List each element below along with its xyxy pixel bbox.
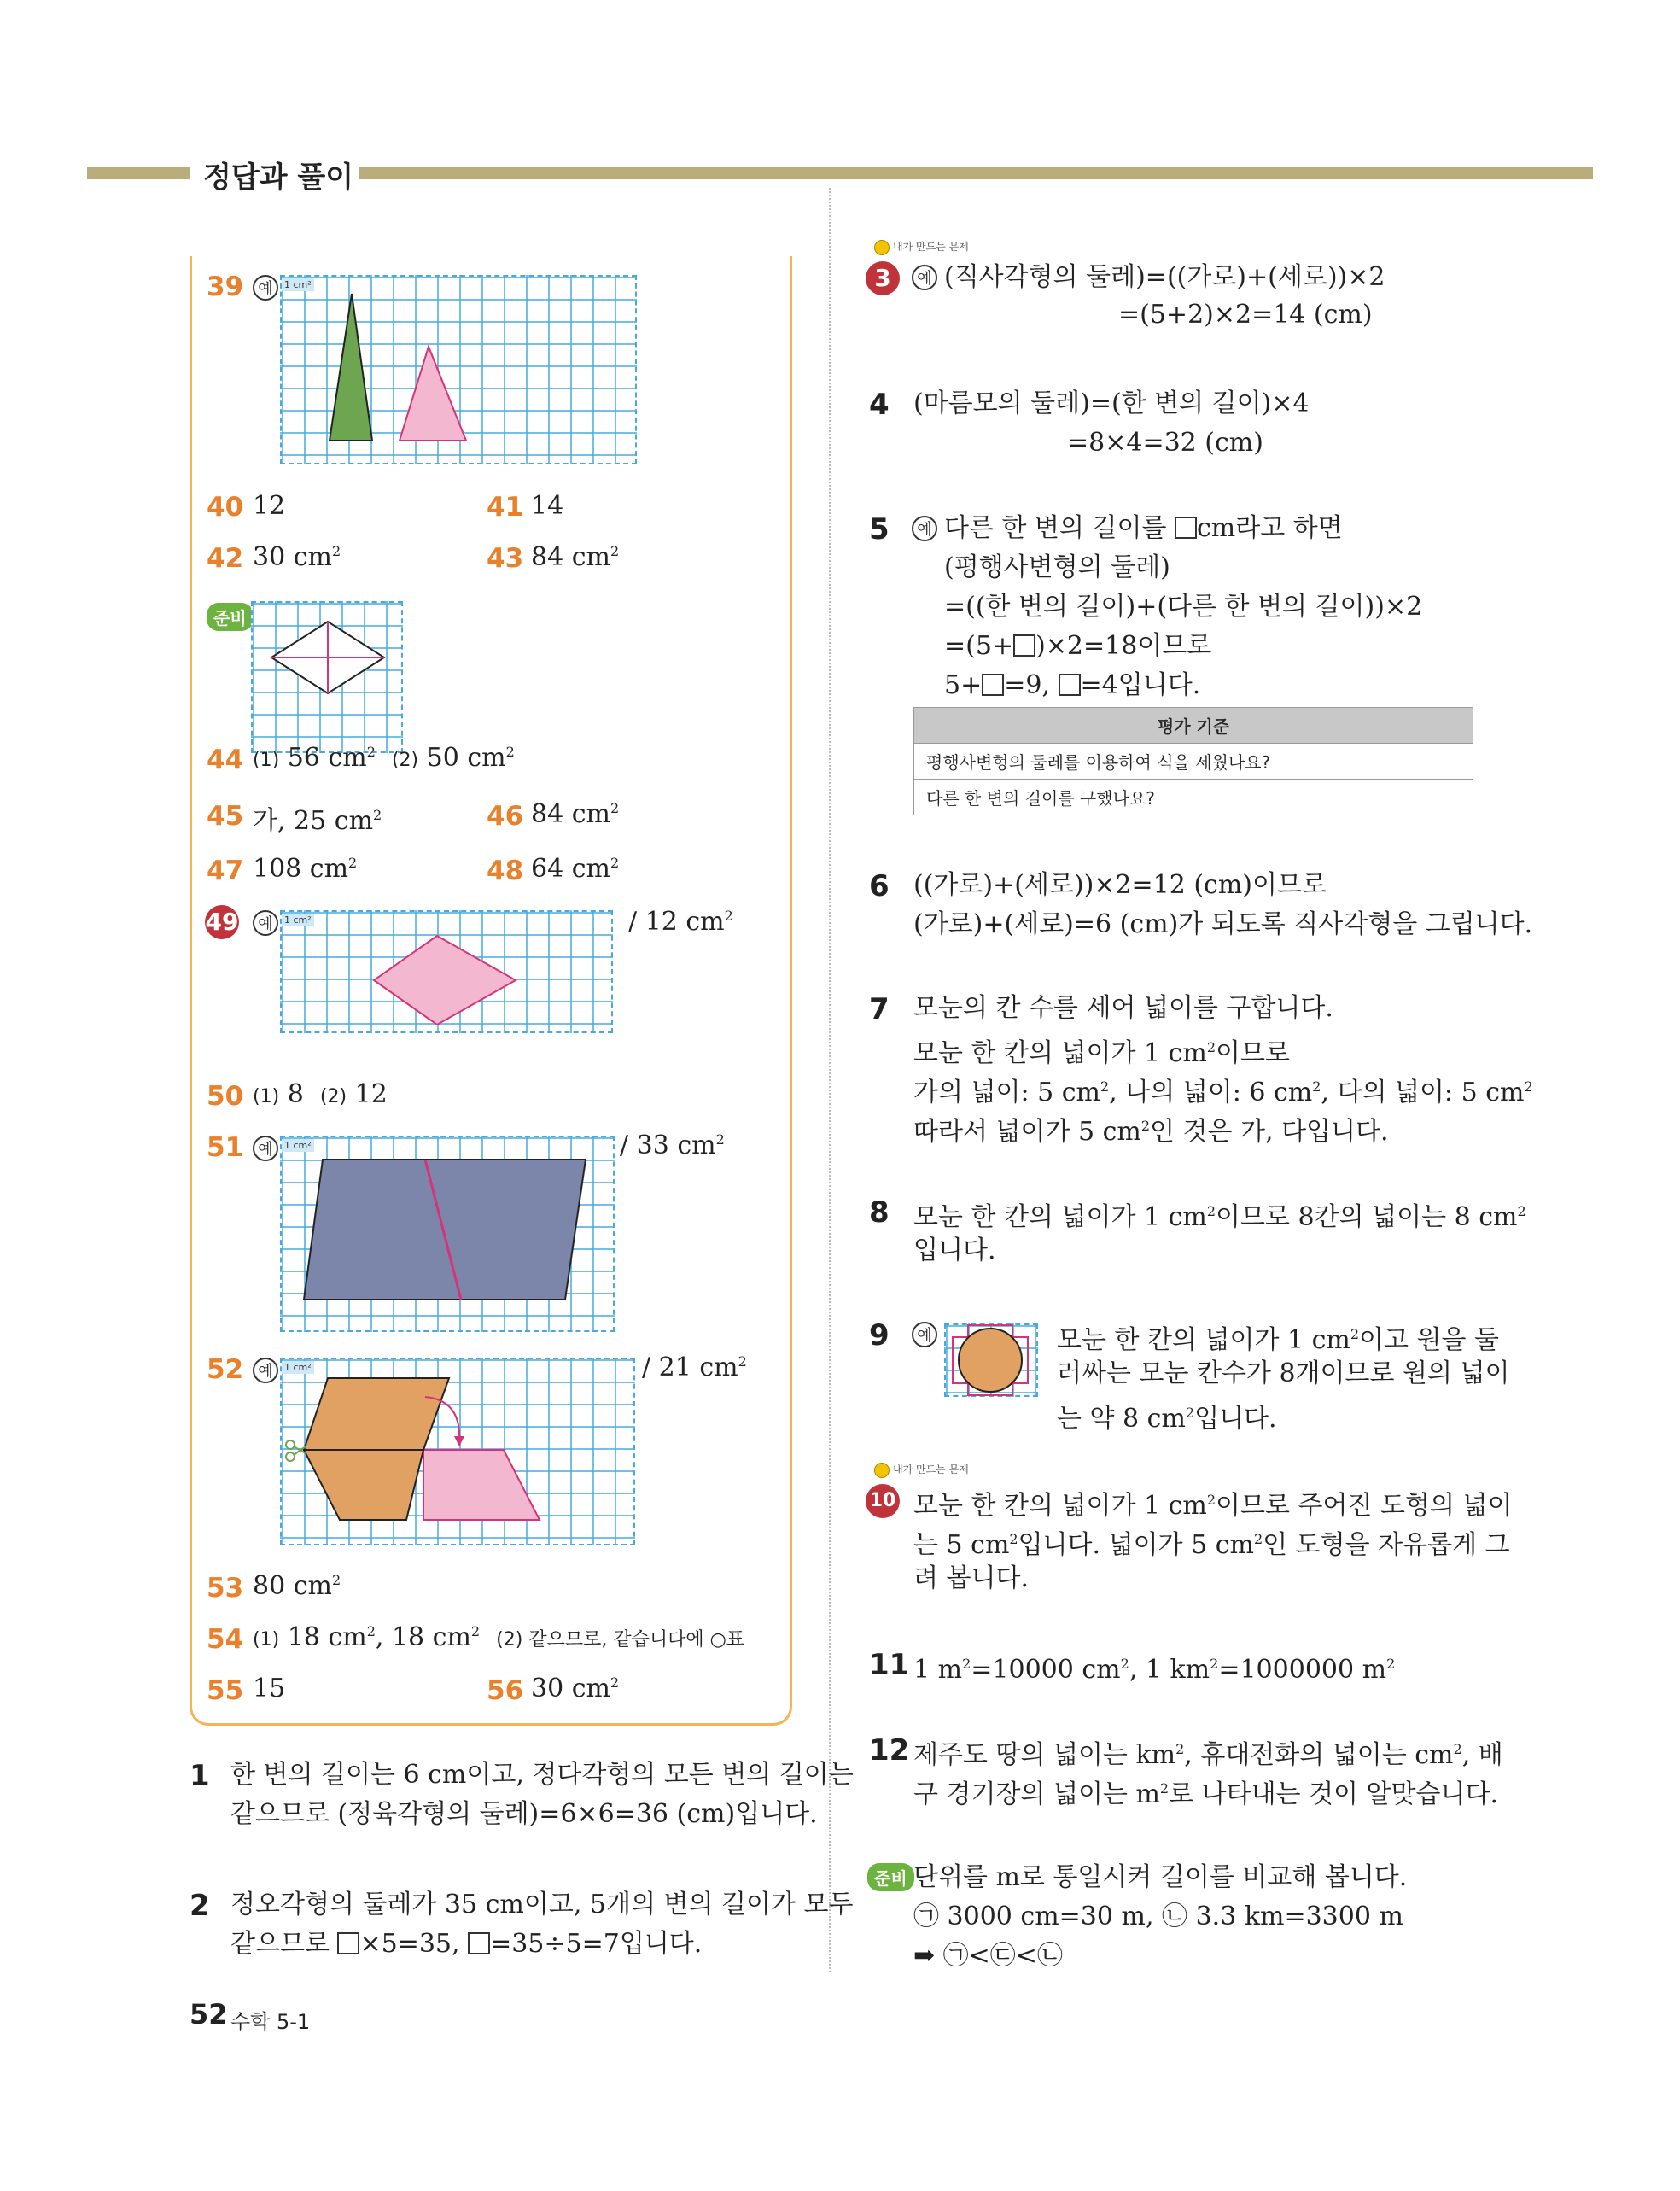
question-6-number: 6 <box>869 869 890 903</box>
question-2-line2: 같으므로 ×5=35, =35÷5=7입니다. <box>230 1929 703 1959</box>
answer-51-value: / 33 $cm^2$ <box>620 1131 725 1160</box>
question-4-line1: (마름모의 둘레)=(한 변의 길이)×4 <box>913 389 1310 418</box>
question-10-line3: 려 봅니다. <box>913 1563 1029 1593</box>
question-2-number: 2 <box>190 1889 210 1923</box>
answer-54-value: (1) 18 $cm^2$, 18 $cm^2$ (2) 같으므로, 같습니다에 ○표 <box>253 1622 745 1652</box>
question-11-number: 11 <box>869 1648 910 1682</box>
question-9-line3: 는 약 8 $cm^2$입니다. <box>1057 1404 1277 1434</box>
example-mark: 예 <box>912 265 937 290</box>
answer-41-value: 14 <box>531 491 564 521</box>
question-7-line3: 가의 넓이: 5 $cm^2$, 나의 넓이: 6 $cm^2$, 다의 넓이: 5 $cm^2$ <box>913 1078 1533 1107</box>
question-3-line1: (직사각형의 둘레)=((가로)+(세로))×2 <box>944 262 1385 292</box>
answer-53-number: 53 <box>207 1573 244 1604</box>
question-1-line2: 같으므로 (정육각형의 둘레)=6×6=36 (cm)입니다. <box>230 1799 818 1829</box>
answer-50-value: (1) 8 (2) 12 <box>253 1079 388 1109</box>
question-4-line2: =8×4=32 (cm) <box>1067 428 1263 458</box>
question-9-line1: 모눈 한 칸의 넓이가 1 $cm^2$이고 원을 둘 <box>1057 1325 1500 1355</box>
question-11-line1: 1 $m^2=10000$ $cm^2$, 1 $km^2=1000000$ $m^2$ <box>913 1655 1396 1685</box>
unit-label: 1 cm² <box>282 1361 314 1374</box>
answer-49-number: 49 <box>205 905 239 939</box>
trapezoid-52 <box>280 1358 635 1545</box>
answer-40-value: 12 <box>253 491 286 521</box>
blank-box <box>982 674 1004 696</box>
circle-9 <box>944 1323 1038 1397</box>
unit-label: 1 cm² <box>282 914 314 926</box>
scissors-icon <box>286 1440 306 1461</box>
answer-43-value: 84 $cm^2$ <box>531 542 620 572</box>
answer-42-number: 42 <box>207 543 244 574</box>
question-12-number: 12 <box>869 1733 910 1767</box>
answer-56-value: 30 $cm^2$ <box>531 1674 620 1703</box>
header-bar-left <box>87 167 190 179</box>
criteria-title: 평가 기준 <box>914 708 1473 744</box>
question-8-line2: 입니다. <box>913 1236 996 1265</box>
question-10-number: 10 <box>866 1484 900 1518</box>
question-2-line1: 정오각형의 둘레가 35 cm이고, 5개의 변의 길이가 모두 <box>230 1890 854 1919</box>
question-6-line1: ((가로)+(세로))×2=12 (cm)이므로 <box>913 870 1327 900</box>
question-3-number: 3 <box>866 261 900 295</box>
question-9-line2: 러싸는 모눈 칸수가 8개이므로 원의 넓이 <box>1057 1358 1510 1388</box>
answer-55-number: 55 <box>207 1675 244 1706</box>
blank-box <box>1059 674 1081 696</box>
evaluation-criteria-table <box>913 707 1473 815</box>
criteria-row-1: 평행사변형의 둘레를 이용하여 식을 세웠나요? <box>914 744 1473 780</box>
answer-40-number: 40 <box>207 492 244 523</box>
example-mark: 예 <box>253 275 278 301</box>
answer-42-value: 30 $cm^2$ <box>253 542 341 572</box>
question-5-line5: 5+ =9, =4입니다. <box>944 670 1201 700</box>
rhombus-49 <box>280 910 613 1033</box>
answer-45-value: 가, 25 $cm^2$ <box>253 806 382 836</box>
my-problem-tag: 내가 만드는 문제 <box>874 239 969 255</box>
example-mark: 예 <box>912 516 937 541</box>
example-mark: 예 <box>253 1136 278 1161</box>
question-4-number: 4 <box>869 388 890 422</box>
answer-39-number: 39 <box>207 272 244 302</box>
blank-box <box>468 1932 490 1954</box>
junbi-badge: 준비 <box>867 1863 914 1891</box>
answer-46-value: 84 $cm^2$ <box>531 799 620 829</box>
answer-52-number: 52 <box>207 1354 244 1385</box>
question-5-line1: 다른 한 변의 길이를 cm라고 하면 <box>944 513 1343 543</box>
answer-47-number: 47 <box>207 856 244 886</box>
question-7-line1: 모눈의 칸 수를 세어 넓이를 구합니다. <box>913 993 1333 1023</box>
green-triangle <box>330 294 372 441</box>
unit-label: 1 cm² <box>282 1139 314 1152</box>
example-mark: 예 <box>912 1322 937 1347</box>
junbi-line2: ㉠ 3000 cm=30 m, ㉡ 3.3 km=3300 m <box>913 1902 1403 1931</box>
blank-box <box>337 1932 359 1954</box>
question-1-line1: 한 변의 길이는 6 cm이고, 정다각형의 모든 변의 길이는 <box>230 1760 854 1790</box>
question-12-line2: 구 경기장의 넓이는 $m^2$로 나타내는 것이 알맞습니다. <box>913 1779 1498 1809</box>
question-8-number: 8 <box>869 1195 890 1230</box>
answer-46-number: 46 <box>487 801 524 832</box>
question-5-number: 5 <box>869 512 890 546</box>
unit-label: 1 cm² <box>282 278 314 291</box>
answer-53-value: 80 $cm^2$ <box>253 1571 341 1601</box>
example-mark: 예 <box>253 1358 278 1383</box>
pink-triangle <box>400 347 466 441</box>
example-mark: 예 <box>253 910 278 936</box>
question-12-line1: 제주도 땅의 넓이는 $km^2$, 휴대전화의 넓이는 $cm^2$, 배 <box>913 1740 1503 1770</box>
question-5-line4: =(5+ )×2=18이므로 <box>944 631 1212 661</box>
question-9-number: 9 <box>869 1318 890 1353</box>
smiley-icon <box>874 240 890 255</box>
answer-41-number: 41 <box>487 492 524 523</box>
question-10-line2: 는 5 $cm^2$입니다. 넓이가 5 $cm^2$인 도형을 자유롭게 그 <box>913 1530 1510 1560</box>
book-title: 수학 5-1 <box>230 2010 311 2034</box>
question-5-line2: (평행사변형의 둘레) <box>944 552 1170 582</box>
answer-45-number: 45 <box>207 801 244 832</box>
rhombus-junbi <box>251 601 403 753</box>
answer-43-number: 43 <box>487 543 524 574</box>
page-number: 52 <box>190 1998 228 2030</box>
answer-44-value: (1) 56 $cm^2$ (2) 50 $cm^2$ <box>253 743 515 773</box>
blank-box <box>1013 634 1035 657</box>
question-10-line1: 모눈 한 칸의 넓이가 1 $cm^2$이므로 주어진 도형의 넓이 <box>913 1491 1513 1521</box>
blank-box <box>1175 517 1197 539</box>
column-divider <box>829 188 831 1972</box>
question-6-line2: (가로)+(세로)=6 (cm)가 되도록 직사각형을 그립니다. <box>913 909 1533 939</box>
question-7-number: 7 <box>869 992 890 1026</box>
answer-48-value: 64 $cm^2$ <box>531 854 620 884</box>
junbi-line1: 단위를 m로 통일시켜 길이를 비교해 봅니다. <box>913 1862 1408 1892</box>
junbi-line3: ➡ ㉠<㉢<㉡ <box>913 1941 1063 1971</box>
answer-47-value: 108 $cm^2$ <box>253 854 358 884</box>
question-3-line2: =(5+2)×2=14 (cm) <box>1118 300 1373 330</box>
answer-55-value: 15 <box>253 1674 286 1703</box>
my-problem-tag: 내가 만드는 문제 <box>874 1462 969 1478</box>
answer-51-number: 51 <box>207 1132 244 1163</box>
answer-44-number: 44 <box>207 745 244 775</box>
criteria-row-2: 다른 한 변의 길이를 구했나요? <box>914 780 1473 815</box>
question-7-line4: 따라서 넓이가 5 $cm^2$인 것은 가, 다입니다. <box>913 1117 1389 1147</box>
answer-48-number: 48 <box>487 856 524 886</box>
answer-54-number: 54 <box>207 1624 244 1655</box>
answer-56-number: 56 <box>487 1675 524 1706</box>
question-7-line2: 모눈 한 칸의 넓이가 1 $cm^2$이므로 <box>913 1038 1290 1068</box>
question-5-line3: =((한 변의 길이)+(다른 한 변의 길이))×2 <box>944 592 1423 622</box>
page-header-title: 정답과 풀이 <box>203 161 354 195</box>
parallelogram-51 <box>280 1136 615 1332</box>
question-1-number: 1 <box>190 1759 210 1793</box>
question-8-line1: 모눈 한 칸의 넓이가 1 $cm^2$이므로 8칸의 넓이는 8 $cm^2$ <box>913 1202 1526 1232</box>
header-bar-right <box>359 167 1593 179</box>
answer-52-value: / 21 $cm^2$ <box>642 1353 747 1382</box>
smiley-icon <box>874 1463 890 1478</box>
answer-49-value: / 12 $cm^2$ <box>628 907 733 937</box>
triangles-39 <box>280 275 637 464</box>
junbi-badge: 준비 <box>207 603 254 631</box>
answer-50-number: 50 <box>207 1081 244 1112</box>
